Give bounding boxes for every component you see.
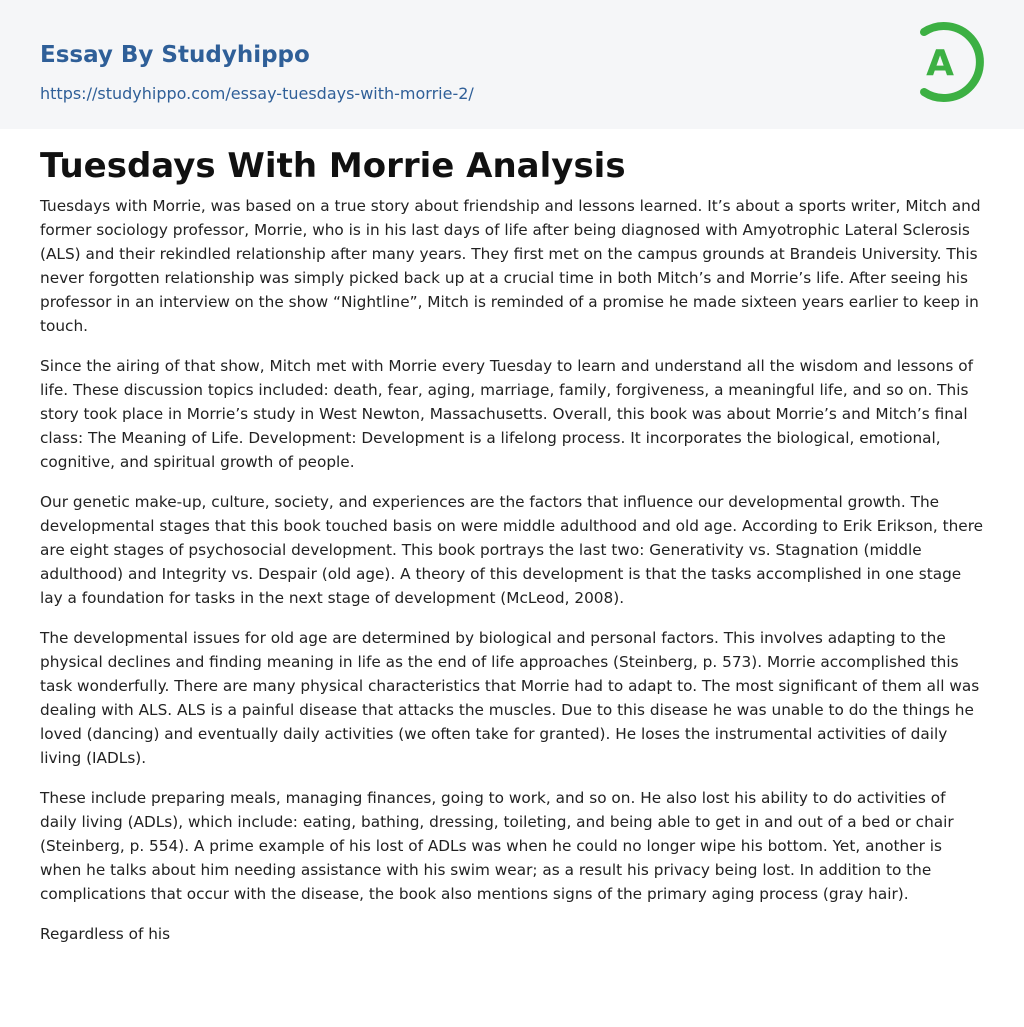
essay-paragraph-5: These include preparing meals, managing finances, going to work, and so on. He also lost his ability to do activities of daily living (ADLs), which include: eating, bathing, dressing, toileting, and being able to get in and out of a bed or chair (Steinberg, p. 554). A prime example of his lost of ADLs was when he could no longer wipe his bottom. Yet, another is when he talks about him needing assistance with his swim wear; as a result his privacy being lost. In addition to the complications that occur with the disease, the book also mentions signs of the primary aging process (gray hair).	[40, 789, 954, 903]
site-header	[0, 0, 1024, 129]
studyhippo-logo-icon[interactable]	[912, 18, 986, 106]
essay-paragraph-1: Tuesdays with Morrie, was based on a true story about friendship and lessons learned. It’s about a sports writer, Mitch and former sociology professor, Morrie, who is in his last days of life after being diagnosed with Amyotrophic Lateral Sclerosis (ALS) and their rekindled relationship after many years. They first met on the campus grounds at Brandeis University. This never forgotten relationship was simply picked back up at a crucial time in both Mitch’s and Morrie’s life. After seeing his professor in an interview on the show “Nightline”, Mitch is reminded of a promise he made sixteen years earlier to keep in touch.	[40, 197, 981, 335]
essay-paragraph-4: The developmental issues for old age are determined by biological and personal factors. This involves adapting to the physical declines and finding meaning in life as the end of life approaches (Steinberg, p. 573). Morrie accomplished this task wonderfully. There are many physical characteristics that Morrie had to adapt to. The most significant of them all was dealing with ALS. ALS is a painful disease that attacks the muscles. Due to this disease he was unable to do the things he loved (dancing) and eventually daily activities (we often take for granted). He loses the instrumental activities of daily living (IADLs).	[40, 629, 980, 767]
essay-url-link[interactable]: https://studyhippo.com/essay-tuesdays-with-morrie-2/	[40, 84, 474, 103]
essay-title: Tuesdays With Morrie Analysis	[40, 146, 626, 186]
site-brand[interactable]: Essay By Studyhippo	[40, 42, 310, 68]
essay-paragraph-3: Our genetic make-up, culture, society, and experiences are the factors that influence our developmental growth. The developmental stages that this book touched basis on were middle adulthood and old age. According to Erik Erikson, there are eight stages of psychosocial development. This book portrays the last two: Generativity vs. Stagnation (middle adulthood) and Integrity vs. Despair (old age). A theory of this development is that the tasks accomplished in one stage lay a foundation for tasks in the next stage of development (McLeod, 2008).	[40, 493, 984, 607]
essay-paragraph-6: Regardless of his	[40, 925, 171, 943]
essay-paragraph-2: Since the airing of that show, Mitch met with Morrie every Tuesday to learn and understand all the wisdom and lessons of life. These discussion topics included: death, fear, aging, marriage, family, forgiveness, a meaningful life, and so on. This story took place in Morrie’s study in West Newton, Massachusetts. Overall, this book was about Morrie’s and Mitch’s final class: The Meaning of Life. Development: Development is a lifelong process. It incorporates the biological, emotional, cognitive, and spiritual growth of people.	[40, 357, 974, 471]
logo-letter: A	[926, 43, 954, 84]
essay-body	[40, 194, 986, 962]
